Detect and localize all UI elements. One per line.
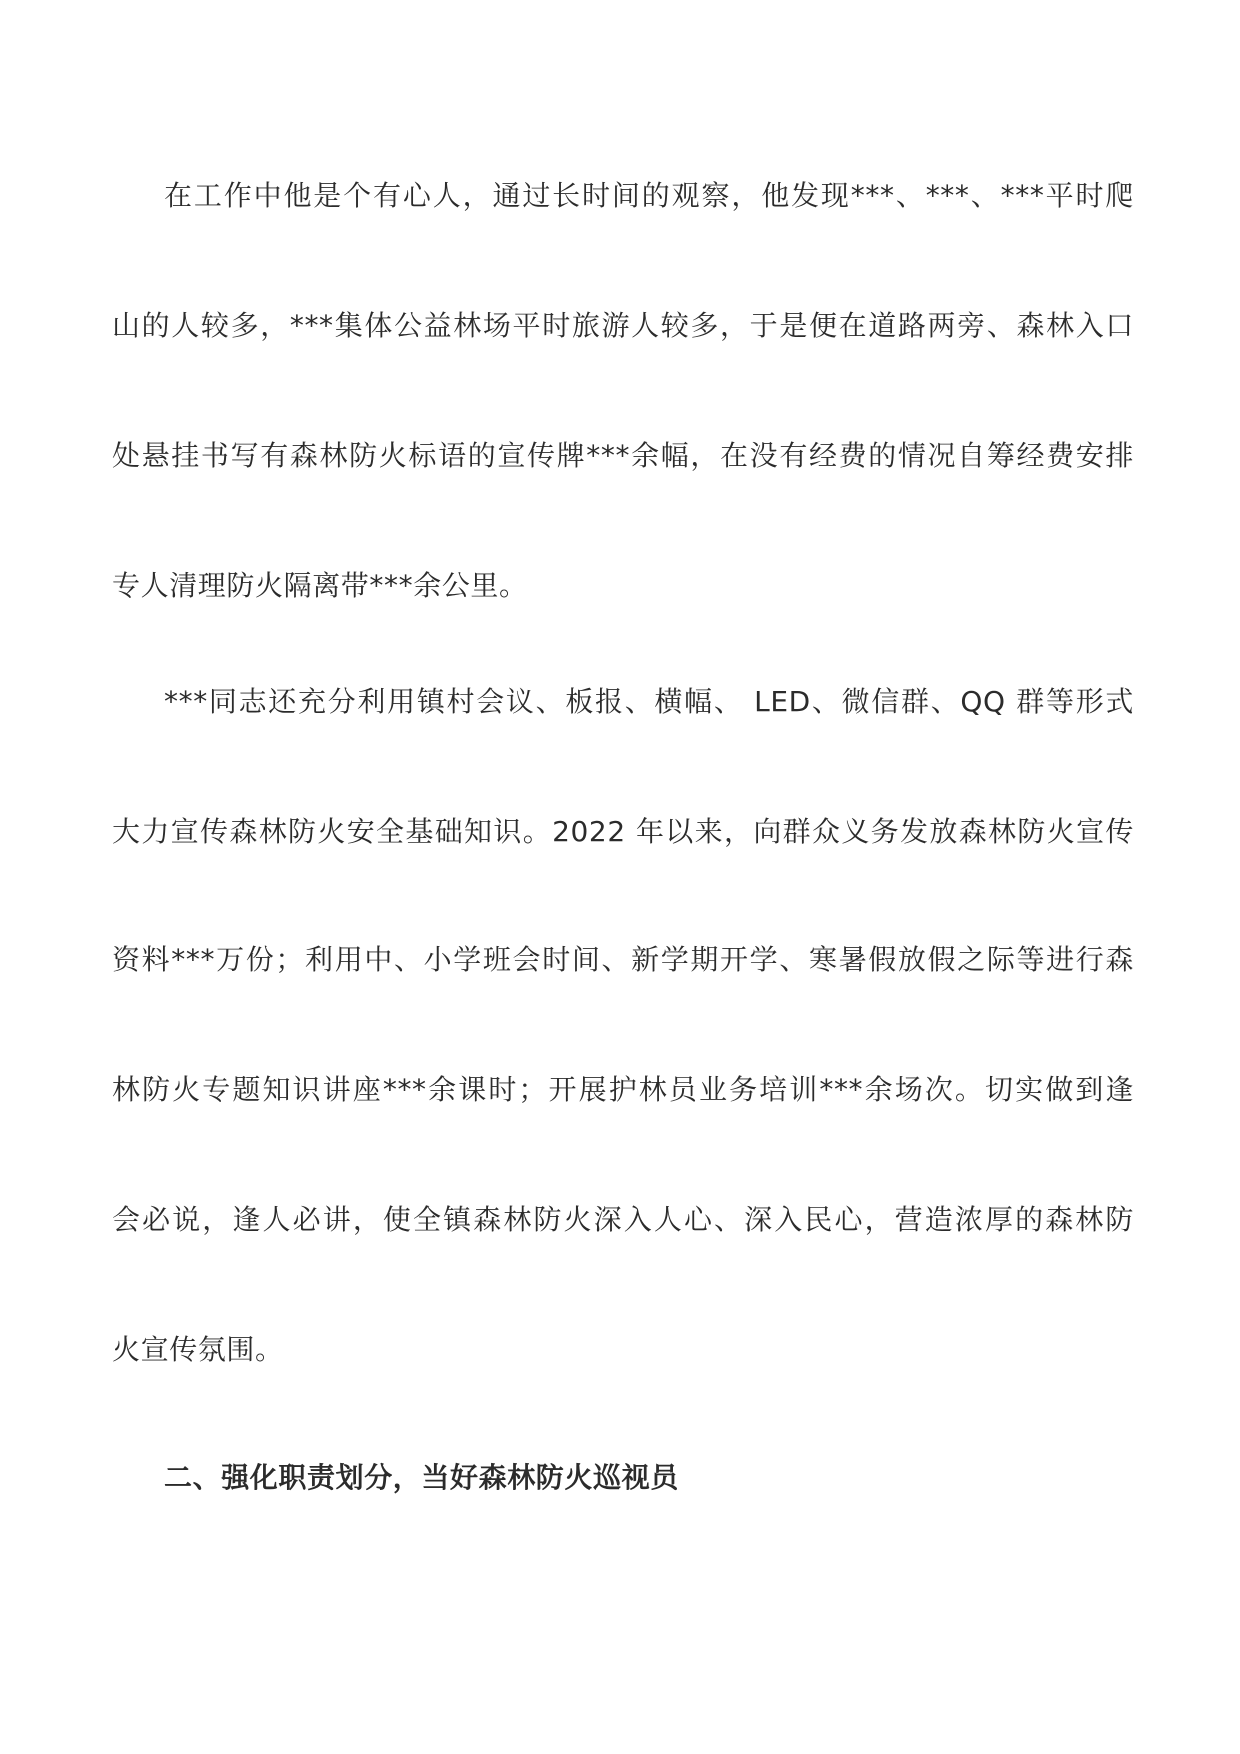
paragraph-1-line-1: 在工作中他是个有心人，通过长时间的观察，他发现***、***、***平时爬 xyxy=(164,179,1134,212)
paragraph-1-line-4: 专人清理防火隔离带***余公里。 xyxy=(112,569,528,602)
paragraph-2-line-1: ***同志还充分利用镇村会议、板报、横幅、 LED、微信群、QQ 群等形式 xyxy=(164,685,1134,718)
paragraph-2-line-3: 资料***万份；利用中、小学班会时间、新学期开学、寒暑假放假之际等进行森 xyxy=(112,943,1134,976)
paragraph-2-line-6: 火宣传氛围。 xyxy=(112,1333,284,1366)
paragraph-1-line-3: 处悬挂书写有森林防火标语的宣传牌***余幅，在没有经费的情况自筹经费安排 xyxy=(112,439,1134,472)
section-heading: 二、强化职责划分，当好森林防火巡视员 xyxy=(164,1461,679,1494)
paragraph-1-line-2: 山的人较多，***集体公益林场平时旅游人较多，于是便在道路两旁、森林入口 xyxy=(112,309,1134,342)
paragraph-2-line-5: 会必说，逢人必讲，使全镇森林防火深入人心、深入民心，营造浓厚的森林防 xyxy=(112,1203,1134,1236)
paragraph-2-line-4: 林防火专题知识讲座***余课时；开展护林员业务培训***余场次。切实做到逢 xyxy=(112,1073,1134,1106)
paragraph-2-line-2: 大力宣传森林防火安全基础知识。2022 年以来，向群众义务发放森林防火宣传 xyxy=(112,815,1134,848)
